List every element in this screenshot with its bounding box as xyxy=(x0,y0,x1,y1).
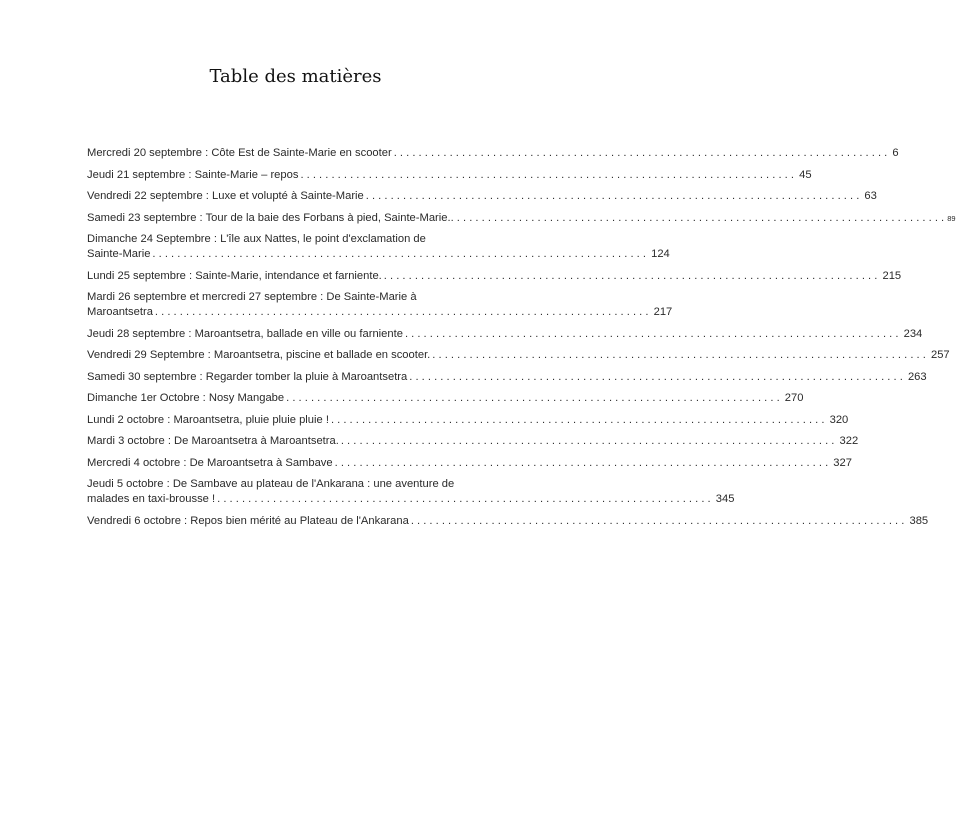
dot-leader: ................................................................................ xyxy=(300,168,798,181)
dot-leader: ................................................................................ xyxy=(340,435,838,447)
dot-leader: ................................................................................ xyxy=(152,248,650,260)
dot-leader: ................................................................................ xyxy=(393,147,891,159)
toc-entry[interactable] xyxy=(87,434,859,449)
dot-leader: ................................................................................ xyxy=(410,514,908,527)
dot-leader: ................................................................................ xyxy=(383,269,881,282)
toc-page-number: 234 xyxy=(903,327,923,340)
toc-entry-text: Jeudi 21 septembre : Sainte-Marie – repos xyxy=(87,168,299,181)
toc-page-number: 270 xyxy=(784,392,804,404)
toc-page-number: 257 xyxy=(930,349,950,361)
toc-page-number: 322 xyxy=(839,435,859,447)
toc-entry[interactable] xyxy=(87,189,877,204)
toc-page-number: 345 xyxy=(715,493,735,505)
dot-leader: ................................................................................ xyxy=(432,349,929,361)
dot-leader: ................................................................................ xyxy=(286,392,783,404)
toc-entry-text: Lundi 2 octobre : Maroantsetra, pluie pluie pluie ! xyxy=(87,413,329,426)
toc-entry[interactable] xyxy=(87,413,849,428)
toc-page-number: 327 xyxy=(833,456,852,469)
dot-leader: ................................................................................ xyxy=(365,190,863,202)
dot-leader: ................................................................................ xyxy=(334,456,832,469)
toc-entry-text: Sainte-Marie xyxy=(87,248,151,260)
toc-page-number: 6 xyxy=(892,147,899,159)
dot-leader: ................................................................................ xyxy=(154,306,652,318)
dot-leader: ................................................................................ xyxy=(409,370,906,383)
toc-entry-text: Dimanche 1er Octobre : Nosy Mangabe xyxy=(87,392,285,404)
table-of-contents xyxy=(87,146,956,535)
toc-page-number: 385 xyxy=(909,514,929,527)
toc-entry-text: Jeudi 28 septembre : Maroantsetra, ballade en ville ou farniente xyxy=(87,327,403,340)
toc-entry-text: Samedi 30 septembre : Regarder tomber la pluie à Maroantsetra xyxy=(87,370,408,383)
toc-entry-text: Mercredi 20 septembre : Côte Est de Sainte-Marie en scooter xyxy=(87,147,392,159)
toc-page-number: 45 xyxy=(799,168,812,181)
toc-entry-text: Vendredi 6 octobre : Repos bien mérité au Plateau de l'Ankarana xyxy=(87,514,409,527)
toc-entry[interactable] xyxy=(87,168,812,183)
toc-entry-text: Mardi 3 octobre : De Maroantsetra à Maroantsetra. xyxy=(87,435,339,447)
dot-leader: ................................................................................ xyxy=(330,413,828,426)
toc-entry-text: malades en taxi-brousse ! xyxy=(87,493,216,505)
document-title: Table des matières xyxy=(209,66,382,87)
toc-entry-text-line1: Mardi 26 septembre et mercredi 27 septembre : De Sainte-Marie à xyxy=(87,291,417,303)
toc-page-number: 124 xyxy=(651,248,670,260)
dot-leader: ................................................................................ xyxy=(217,493,714,505)
toc-entry-text: Vendredi 29 Septembre : Maroantsetra, piscine et ballade en scooter. xyxy=(87,349,431,361)
toc-entry[interactable] xyxy=(87,232,670,262)
toc-entry-text: Lundi 25 septembre : Sainte-Marie, intendance et farniente. xyxy=(87,269,382,282)
toc-page-number: 89 xyxy=(947,213,956,223)
dot-leader: ................................................................................ xyxy=(450,211,948,224)
toc-entry-text-line1: Jeudi 5 octobre : De Sambave au plateau de l'Ankarana : une aventure de xyxy=(87,478,455,490)
toc-entry[interactable] xyxy=(87,211,956,226)
toc-entry-text: Vendredi 22 septembre : Luxe et volupté à Sainte-Marie xyxy=(87,190,364,202)
toc-entry-text-line1: Dimanche 24 Septembre : L'île aux Nattes, le point d'exclamation de xyxy=(87,233,426,245)
toc-entry[interactable] xyxy=(87,327,923,342)
toc-entry[interactable] xyxy=(87,290,673,320)
toc-page-number: 217 xyxy=(653,306,673,318)
toc-entry[interactable] xyxy=(87,348,950,363)
toc-entry-text: Mercredi 4 octobre : De Maroantsetra à Sambave xyxy=(87,456,333,469)
toc-page-number: 320 xyxy=(829,413,849,426)
dot-leader: ................................................................................ xyxy=(404,327,902,340)
toc-entry[interactable] xyxy=(87,370,927,385)
toc-entry-text: Maroantsetra xyxy=(87,306,153,318)
toc-entry-text: Samedi 23 septembre : Tour de la baie des Forbans à pied, Sainte-Marie. xyxy=(87,211,451,224)
toc-page-number: 215 xyxy=(882,269,902,282)
toc-entry[interactable] xyxy=(87,391,804,406)
toc-entry[interactable] xyxy=(87,514,929,529)
toc-page-number: 263 xyxy=(907,370,927,383)
toc-entry[interactable] xyxy=(87,269,902,284)
toc-page-number: 63 xyxy=(864,190,877,202)
toc-entry[interactable] xyxy=(87,456,852,471)
toc-entry[interactable] xyxy=(87,477,735,507)
toc-entry[interactable] xyxy=(87,146,899,161)
